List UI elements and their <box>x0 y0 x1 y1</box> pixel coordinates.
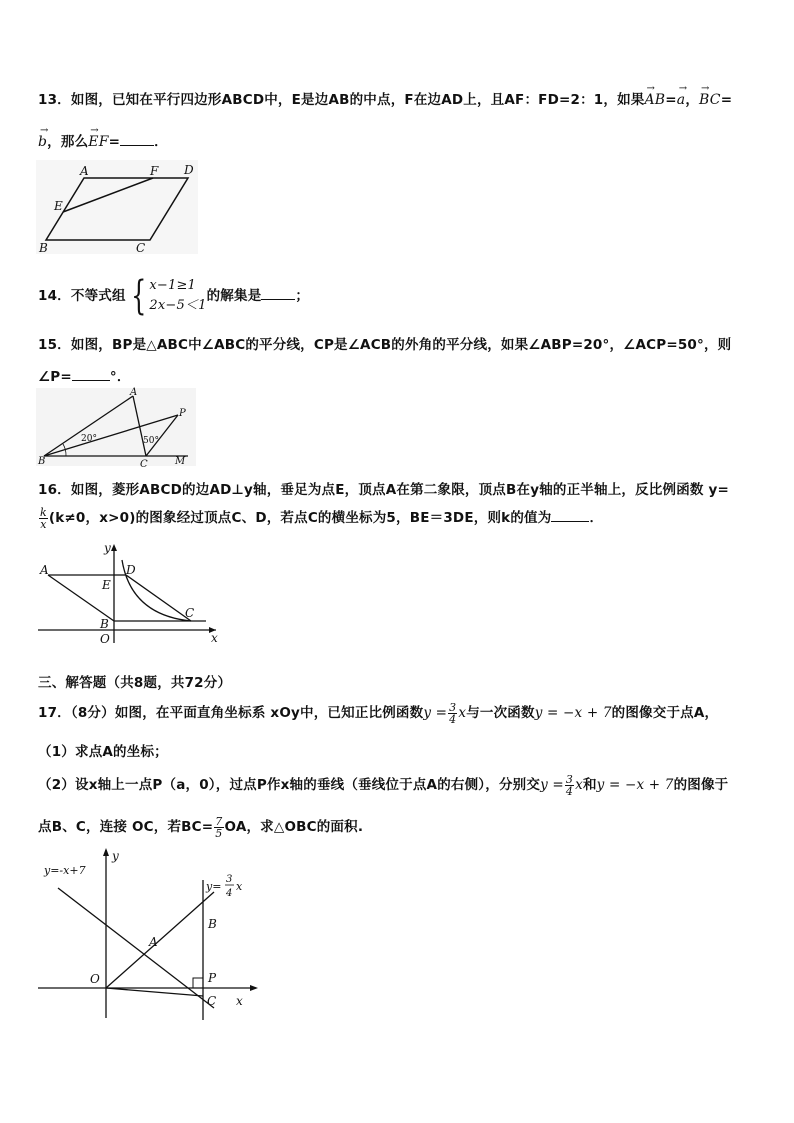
q13-line1: 13．如图，已知在平行四边形ABCD中，E是边AB的中点，F在边AD上，且AF：FD=2：1，如果 → AB= → a， → BC= <box>38 83 733 108</box>
label-c: C <box>207 994 217 1008</box>
label-e: E <box>54 199 63 213</box>
inequality-2: 2x−5＜1 <box>149 298 207 313</box>
q14-answer-blank[interactable] <box>261 288 295 300</box>
label-y: y <box>112 849 119 863</box>
label-b: B <box>100 617 109 631</box>
q14-line: 14．不等式组 { x−1≥1 2x−5＜1 的解集是 ； <box>38 273 310 319</box>
fraction-3-4: $\frac{3}{4}$ <box>449 700 457 726</box>
label-y: y <box>104 541 111 555</box>
label-line-y-3-4x-lhs: y= <box>206 880 222 893</box>
vector-bc: → BC <box>699 83 721 108</box>
label-c: C <box>140 459 148 470</box>
label-x: x <box>211 631 218 645</box>
label-x: x <box>236 994 243 1008</box>
q13-line2: → b，那么 → EF= ． <box>38 125 168 150</box>
inequality-1: x−1≥1 <box>149 278 197 293</box>
vector-b: → b <box>38 125 49 150</box>
vector-a: → a <box>676 83 688 108</box>
q16-rhombus-figure <box>36 540 226 645</box>
label-o: O <box>90 972 100 986</box>
label-line-y-neg-x-plus-7: y=-x+7 <box>44 864 86 877</box>
label-a: A <box>80 164 89 178</box>
q15-triangle-figure <box>36 388 196 468</box>
label-a: A <box>130 387 138 398</box>
angle-label-50: 50° <box>143 436 159 446</box>
label-p: P <box>179 408 186 419</box>
q17-part2-line1: （2）设x轴上一点P（a，0），过点P作x轴的垂线（垂线位于点A的右侧），分别交y = $\frac{3}{4}$ x和y = −x + 7的图像于 <box>38 772 729 798</box>
label-c: C <box>185 606 195 620</box>
label-d: D <box>126 563 136 577</box>
label-o: O <box>100 632 110 646</box>
label-line-y-3-4x-num: 3 <box>226 874 233 885</box>
label-line-y-3-4x-var: x <box>236 880 243 893</box>
q13-answer-blank[interactable] <box>120 134 154 146</box>
label-b: B <box>38 456 46 467</box>
vector-ef: → EF <box>88 125 109 150</box>
label-b: B <box>39 241 48 255</box>
label-e: E <box>102 578 111 592</box>
fraction-3-4: $\frac{3}{4}$ <box>565 772 574 798</box>
label-b: B <box>208 917 217 931</box>
label-p: P <box>208 971 217 985</box>
q13-text-a: 13．如图，已知在平行四边形ABCD中，E是边AB的中点，F在边AD上，且AF：FD=2：1，如果 <box>38 92 645 108</box>
q17-coordinate-figure <box>36 848 266 1028</box>
q16-line1: 16．如图，菱形ABCD的边AD⊥y轴，垂足为点E，顶点A在第二象限，顶点B在y轴的正半轴上，反比例函数 y= <box>38 482 730 498</box>
q16-line2: $\frac{k}{x}$ (k≠0，x>0)的图象经过顶点C、D，若点C的横坐标为5，BE＝3DE，则k的值为 ． <box>40 505 604 531</box>
vector-ab: → AB <box>644 83 666 108</box>
angle-label-20: 20° <box>81 434 97 444</box>
q15-line1: 15．如图，BP是△ABC中∠ABC的平分线，CP是∠ACB的外角的平分线，如果∠ABP=20°，∠ACP=50°，则 <box>38 337 732 353</box>
label-c: C <box>136 241 146 255</box>
section3-title: 三、解答题（共8题，共72分） <box>38 675 232 691</box>
q17-line1: 17．（8分）如图，在平面直角坐标系 xOy中，已知正比例函数y = $\frac{3}{4}$ x与一次函数y = −x + 7的图像交于点A， <box>38 700 719 726</box>
q16-answer-blank[interactable] <box>551 510 589 522</box>
q17-part2-line2: 点B、C，连接 OC，若BC= $\frac{7}{5}$ OA，求△OBC的面积. <box>38 814 364 840</box>
label-d: D <box>184 163 194 177</box>
label-f: F <box>150 164 159 178</box>
label-line-y-3-4x-den: 4 <box>226 888 233 899</box>
q13-parallelogram-figure <box>36 160 201 255</box>
fraction-7-5: $\frac{7}{5}$ <box>215 814 223 840</box>
label-m: M <box>175 456 186 467</box>
label-a: A <box>40 563 49 577</box>
q15-answer-blank[interactable] <box>72 369 110 381</box>
q17-part1: （1）求点A的坐标； <box>38 744 168 760</box>
label-a: A <box>149 935 158 949</box>
fraction-k-over-x: $\frac{k}{x}$ <box>40 505 47 531</box>
q15-line2: ∠P= °． <box>38 369 131 385</box>
